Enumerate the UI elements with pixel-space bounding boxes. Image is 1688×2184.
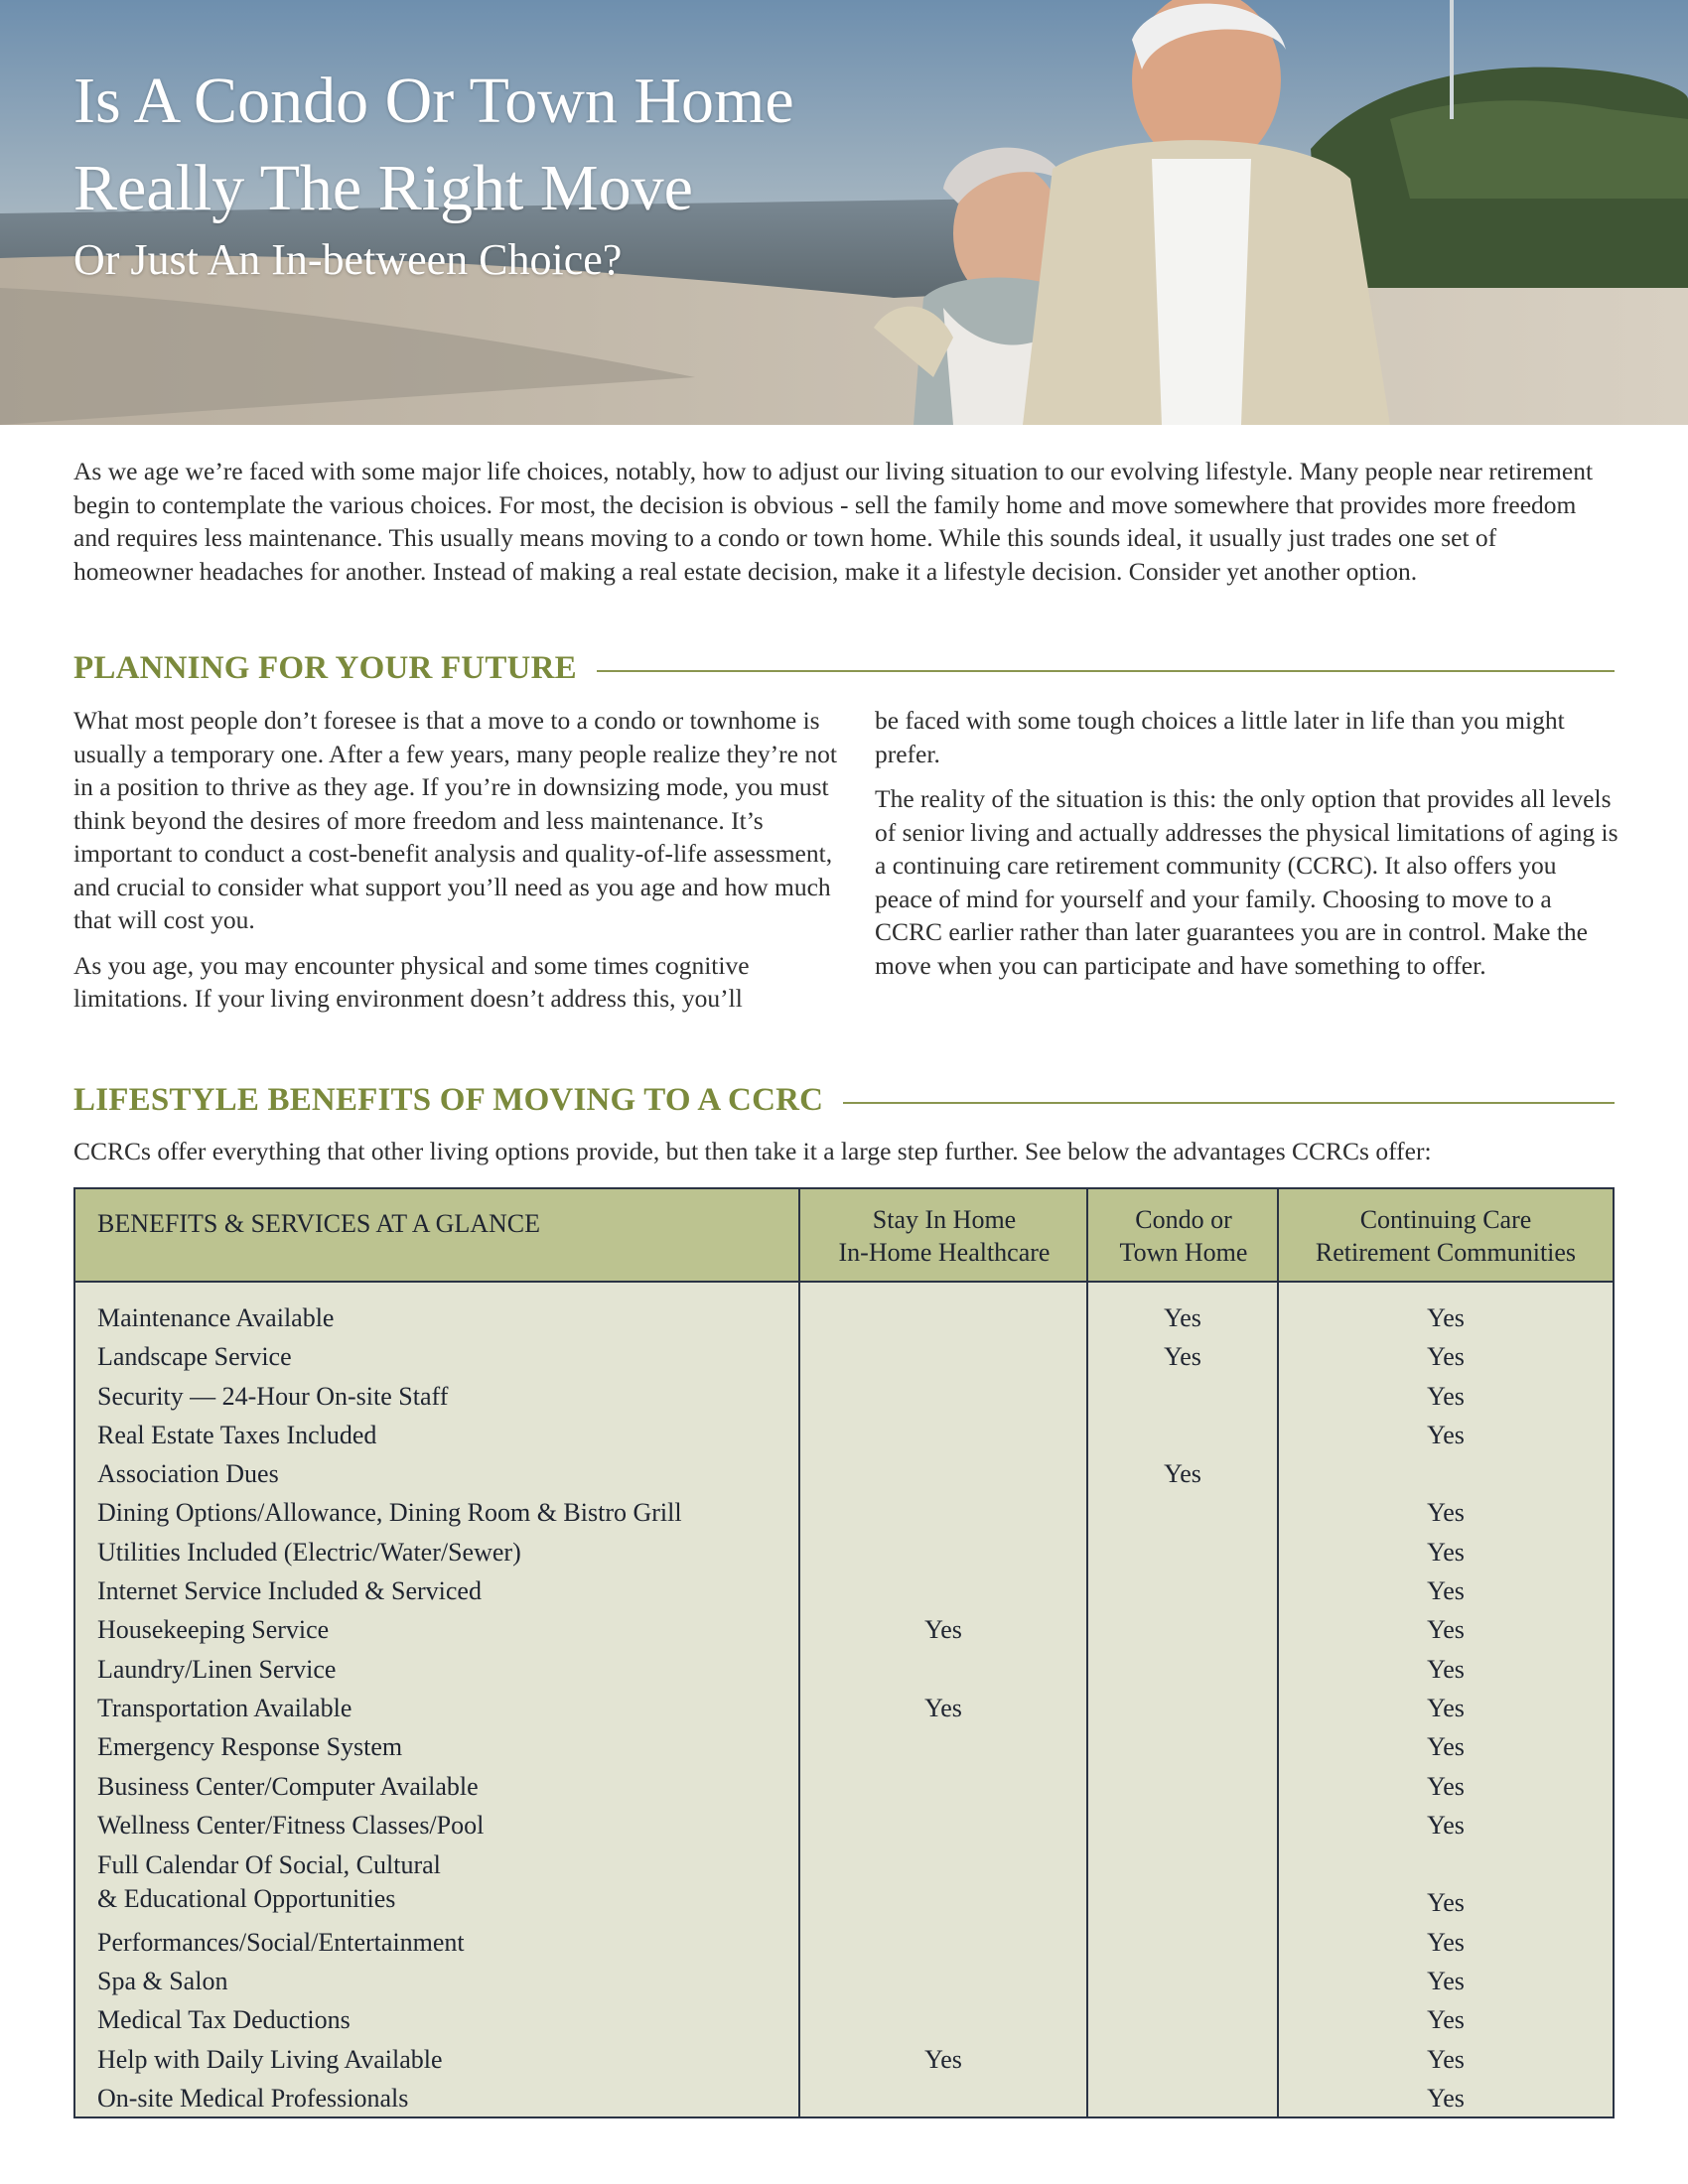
header-condo-line2: Town Home [1119,1238,1248,1267]
ccrc-cell: Yes [1427,1967,1465,1996]
ccrc-cell: Yes [1427,1342,1465,1372]
planning-column-left [73,704,838,1027]
planning-paragraph-1: What most people don’t foresee is that a move to a condo or townhome is usually a temporary one. After a few years, many people realize they’re not in a position to thrive as they age. If you’re in downsizing mode, you must think beyond the desires of more freedom and less maintenance. It’s important to conduct a cost-benefit analysis and quality-of-life assessment, and crucial to consider what support you’ll need as you age and how much that will cost you. [73,706,837,934]
section-divider [597,670,1615,672]
ccrc-cell: Yes [1427,2044,1465,2074]
header-condo [1088,1189,1279,1283]
row-label: Business Center/Computer Available [97,1771,479,1801]
table-row [75,1806,1613,1844]
row-label: Landscape Service [97,1342,292,1372]
header-ccrc-line2: Retirement Communities [1315,1238,1577,1267]
table-row [75,1650,1613,1689]
table-row [75,2079,1613,2117]
benefits-table [73,1187,1615,2118]
table-row [75,1454,1613,1493]
row-label: Internet Service Included & Serviced [97,1576,482,1606]
stay-in-home-cell: Yes [924,2044,962,2074]
section-divider [843,1102,1615,1104]
planning-section-header [73,650,1615,687]
ccrc-cell: Yes [1427,1615,1465,1645]
stay-in-home-cell: Yes [924,1615,962,1645]
stay-in-home-cell: Yes [924,1693,962,1722]
table-row [75,1844,1613,1923]
row-label: Utilities Included (Electric/Water/Sewer) [97,1537,521,1567]
table-row [75,1337,1613,1376]
ccrc-cell: Yes [1427,1576,1465,1606]
ccrc-cell: Yes [1427,1888,1465,1918]
condo-cell: Yes [1164,1342,1201,1372]
condo-cell: Yes [1164,1459,1201,1489]
table-row [75,1493,1613,1532]
row-label: Emergency Response System [97,1732,403,1762]
table-row [75,1571,1613,1610]
row-label: Laundry/Linen Service [97,1654,337,1684]
header-stay-in-home-line2: In-Home Healthcare [838,1238,1051,1267]
table-row [75,1923,1613,1962]
row-label: Spa & Salon [97,1967,228,1996]
table-row [75,1377,1613,1416]
ccrc-cell: Yes [1427,1693,1465,1722]
row-label: Wellness Center/Fitness Classes/Pool [97,1810,485,1840]
row-label: Help with Daily Living Available [97,2044,443,2074]
row-label: Medical Tax Deductions [97,2005,351,2035]
ccrc-cell: Yes [1427,1498,1465,1528]
header-stay-in-home [800,1189,1088,1283]
table-row [75,1416,1613,1454]
row-label: Full Calendar Of Social, Cultural & Educational Opportunities [97,1850,441,1913]
row-label: Transportation Available [97,1693,352,1722]
ccrc-cell: Yes [1427,1654,1465,1684]
planning-paragraph-2-start: As you age, you may encounter physical and some times cognitive limitations. If your living environment doesn’t address this, you’ll [73,950,750,1013]
header-stay-in-home-line1: Stay In Home [872,1205,1017,1234]
row-label: Real Estate Taxes Included [97,1420,377,1449]
table-row [75,1298,1613,1337]
hero-subtitle: Or Just An In-between Choice? [73,235,623,284]
planning-paragraph-3: The reality of the situation is this: the only option that provides all levels of senior living and actually addresses the physical limitations of aging is a continuing care retirement community (CCRC). It also offers you peace of mind for yourself and your family. Choosing to move to a CCRC earlier rather than later guarantees you are in control. Make the move when you can participate and have something to offer. [875,784,1618,980]
row-label: Dining Options/Allowance, Dining Room & Bistro Grill [97,1498,682,1528]
table-row [75,1727,1613,1766]
header-benefits-label: BENEFITS & SERVICES AT A GLANCE [97,1209,540,1238]
planning-heading: PLANNING FOR YOUR FUTURE [73,650,577,686]
header-condo-line1: Condo or [1135,1205,1232,1234]
ccrc-cell: Yes [1427,1420,1465,1449]
condo-cell: Yes [1164,1303,1201,1332]
ccrc-cell: Yes [1427,1927,1465,1957]
ccrc-cell: Yes [1427,1381,1465,1411]
planning-paragraph-2-end: be faced with some tough choices a little later in life than you might prefer. [875,706,1565,768]
ccrc-cell: Yes [1427,1732,1465,1762]
benefits-lead: CCRCs offer everything that other living options provide, but then take it a large step further. See below the advantages CCRCs offer: [73,1137,1432,1165]
ccrc-cell: Yes [1427,1771,1465,1801]
table-row [75,1767,1613,1806]
table-row [75,1610,1613,1649]
row-label: Performances/Social/Entertainment [97,1927,465,1957]
row-label: Maintenance Available [97,1303,335,1332]
row-label: Housekeeping Service [97,1615,330,1645]
table-row [75,1533,1613,1571]
intro-paragraph: As we age we’re faced with some major life choices, notably, how to adjust our living situation to our evolving lifestyle. Many people near retirement begin to contemplate the various choices. For most, the decision is obvious - sell the family home and move somewhere that provides more freedom and requires less maintenance. This usually means moving to a condo or town home. While this sounds ideal, it usually just trades one set of homeowner headaches for another. Instead of making a real estate decision, make it a lifestyle decision. Consider yet another option. [73,457,1594,586]
row-label: Association Dues [97,1459,279,1489]
header-ccrc [1279,1189,1613,1283]
ccrc-cell: Yes [1427,1303,1465,1332]
table-row [75,1962,1613,2000]
benefits-section-header [73,1082,1615,1119]
hero-title-line2: Really The Right Move [73,152,693,224]
table-row [75,2040,1613,2079]
benefits-heading: LIFESTYLE BENEFITS OF MOVING TO A CCRC [73,1082,824,1118]
ccrc-cell: Yes [1427,2005,1465,2035]
hero-banner [0,0,1688,425]
ccrc-cell: Yes [1427,2083,1465,2113]
hero-title [73,58,794,232]
header-ccrc-line1: Continuing Care [1359,1205,1532,1234]
table-header-row [75,1189,1613,1283]
row-label: Security — 24-Hour On-site Staff [97,1381,449,1411]
table-row [75,2000,1613,2039]
table-body [75,1298,1613,2117]
planning-column-right [875,704,1619,994]
ccrc-cell: Yes [1427,1537,1465,1567]
row-label: On-site Medical Professionals [97,2083,409,2113]
table-row [75,1689,1613,1727]
header-benefits [75,1189,800,1283]
ccrc-cell: Yes [1427,1810,1465,1840]
hero-title-line1: Is A Condo Or Town Home [73,65,794,137]
